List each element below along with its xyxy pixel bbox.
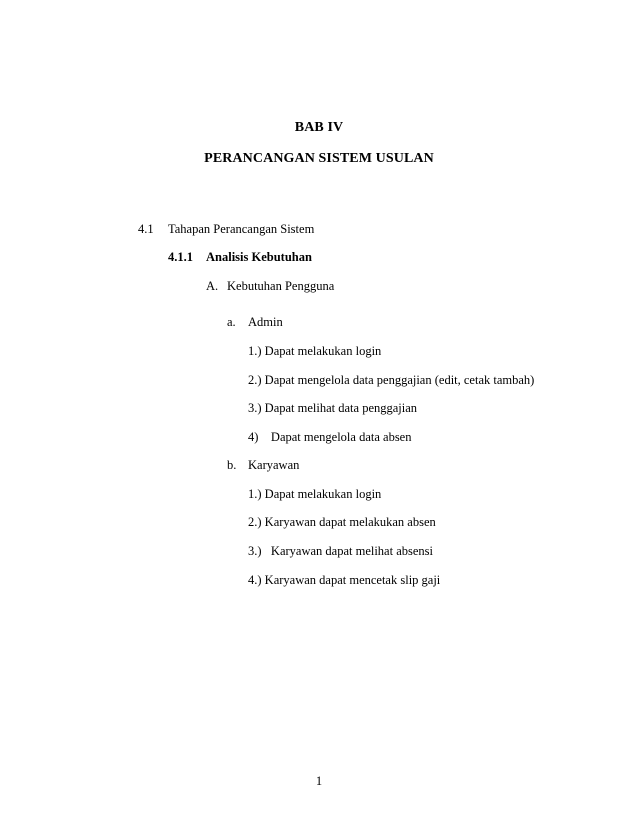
- admin-list-item: 2.) Dapat mengelola data penggajian (edit, cetak tambah): [248, 373, 535, 387]
- karyawan-list-item: 1.) Dapat melakukan login: [248, 487, 382, 501]
- admin-list-item: 4) Dapat mengelola data absen: [248, 430, 412, 444]
- item-title: Kebutuhan Pengguna: [227, 279, 335, 293]
- admin-list-item: 1.) Dapat melakukan login: [248, 344, 382, 358]
- chapter-label: BAB IV: [294, 120, 344, 135]
- subsection-title: Analisis Kebutuhan: [206, 250, 312, 264]
- section-number: 4.1: [138, 222, 154, 236]
- chapter-title: PERANCANGAN SISTEM USULAN: [204, 151, 434, 166]
- subsection-number: 4.1.1: [168, 250, 193, 264]
- karyawan-list-item: 4.) Karyawan dapat mencetak slip gaji: [248, 573, 441, 587]
- admin-list-item: 3.) Dapat melihat data penggajian: [248, 401, 418, 415]
- group-marker-karyawan: b.: [227, 458, 237, 472]
- group-title-admin: Admin: [248, 315, 283, 329]
- page-number: 1: [315, 774, 323, 788]
- karyawan-list-item: 2.) Karyawan dapat melakukan absen: [248, 515, 436, 529]
- group-marker-admin: a.: [227, 315, 236, 329]
- item-marker: A.: [206, 279, 219, 293]
- karyawan-list-item: 3.) Karyawan dapat melihat absensi: [248, 544, 434, 558]
- section-title: Tahapan Perancangan Sistem: [168, 222, 315, 236]
- group-title-karyawan: Karyawan: [248, 458, 300, 472]
